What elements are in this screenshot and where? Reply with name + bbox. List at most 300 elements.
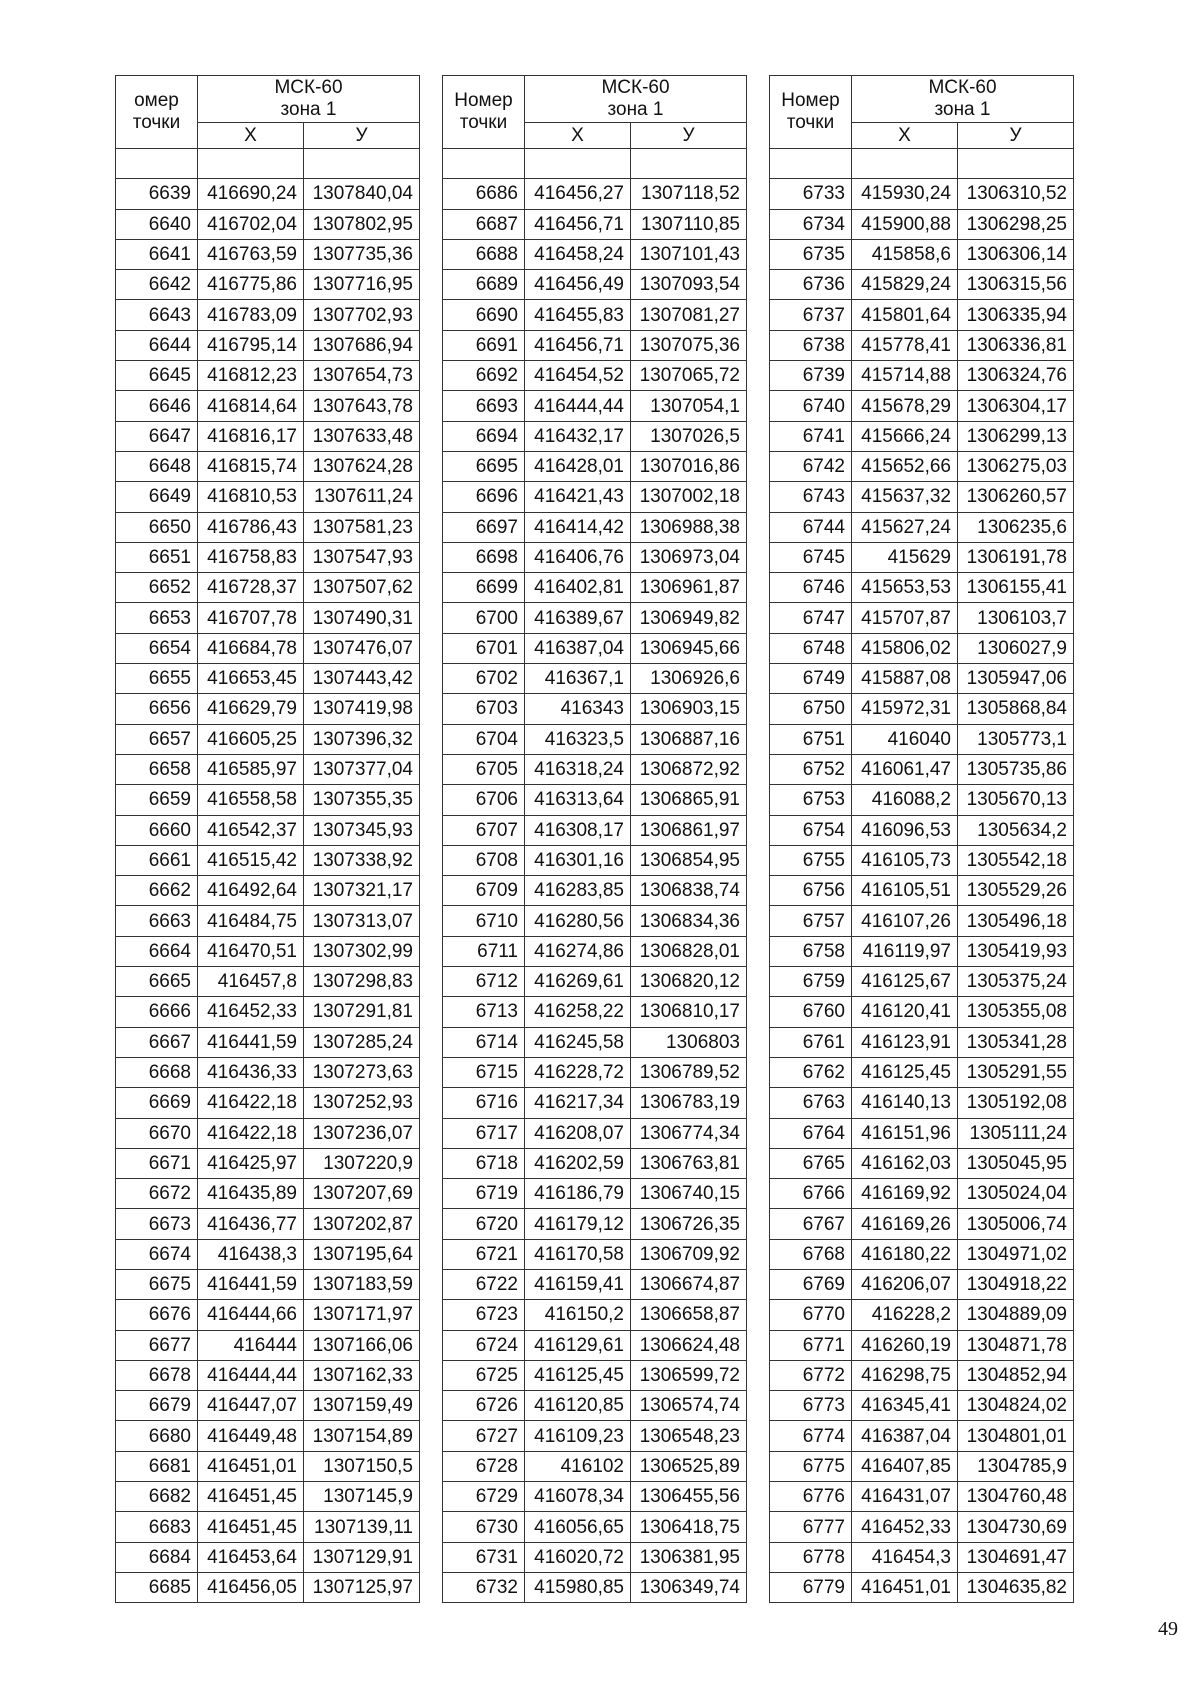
table-row [443, 603, 747, 633]
table-row [443, 239, 747, 269]
y-cell: 1307171,97 [304, 1300, 420, 1330]
point-number-cell: 6744 [770, 512, 852, 542]
y-cell: 1307735,36 [304, 239, 420, 269]
x-cell: 416280,56 [525, 906, 631, 936]
x-cell: 415637,32 [852, 482, 958, 512]
y-cell: 1306235,6 [958, 512, 1074, 542]
y-cell: 1307101,43 [631, 239, 747, 269]
x-cell: 416228,72 [525, 1057, 631, 1087]
point-number-cell: 6668 [116, 1057, 198, 1087]
x-cell: 416455,83 [525, 300, 631, 330]
table-row [443, 1451, 747, 1481]
y-cell: 1304824,02 [958, 1391, 1074, 1421]
x-cell: 416125,45 [852, 1057, 958, 1087]
x-cell: 415678,29 [852, 391, 958, 421]
point-number-cell: 6666 [116, 997, 198, 1027]
y-cell: 1307195,64 [304, 1239, 420, 1269]
table-row [770, 1451, 1074, 1481]
coordinate-table-2 [442, 75, 747, 1603]
point-number-cell: 6737 [770, 300, 852, 330]
y-cell: 1307338,92 [304, 845, 420, 875]
y-cell: 1307159,49 [304, 1391, 420, 1421]
y-cell: 1304889,09 [958, 1300, 1074, 1330]
y-header: У [304, 123, 420, 149]
table-row [770, 936, 1074, 966]
point-number-cell: 6776 [770, 1482, 852, 1512]
x-cell: 416151,96 [852, 1118, 958, 1148]
point-number-cell: 6697 [443, 512, 525, 542]
x-cell: 416162,03 [852, 1148, 958, 1178]
x-cell: 416318,24 [525, 754, 631, 784]
y-cell: 1306949,82 [631, 603, 747, 633]
table-row [443, 391, 747, 421]
table-row [116, 391, 420, 421]
table-row [116, 1300, 420, 1330]
point-number-cell: 6639 [116, 179, 198, 209]
point-number-cell: 6675 [116, 1269, 198, 1299]
table-row [443, 845, 747, 875]
x-cell: 416451,45 [198, 1512, 304, 1542]
x-cell: 416456,49 [525, 270, 631, 300]
table-row [116, 330, 420, 360]
x-cell: 415627,24 [852, 512, 958, 542]
x-cell: 416345,41 [852, 1391, 958, 1421]
point-number-cell: 6674 [116, 1239, 198, 1269]
table-row [770, 1239, 1074, 1269]
x-cell: 416452,33 [852, 1512, 958, 1542]
y-cell: 1307624,28 [304, 451, 420, 481]
table-row [770, 1088, 1074, 1118]
point-number-cell: 6749 [770, 664, 852, 694]
point-number-cell: 6765 [770, 1148, 852, 1178]
y-cell: 1305355,08 [958, 997, 1074, 1027]
x-cell: 416758,83 [198, 542, 304, 572]
y-cell: 1307125,97 [304, 1572, 420, 1602]
point-number-cell: 6727 [443, 1421, 525, 1451]
x-cell: 416447,07 [198, 1391, 304, 1421]
x-cell: 416428,01 [525, 451, 631, 481]
y-cell: 1307150,5 [304, 1451, 420, 1481]
point-number-cell: 6770 [770, 1300, 852, 1330]
table-row [770, 1027, 1074, 1057]
x-cell: 416274,86 [525, 936, 631, 966]
x-cell: 416456,71 [525, 330, 631, 360]
x-cell: 416109,23 [525, 1421, 631, 1451]
y-cell: 1304785,9 [958, 1451, 1074, 1481]
y-cell: 1306304,17 [958, 391, 1074, 421]
table-row [443, 815, 747, 845]
point-number-cell: 6742 [770, 451, 852, 481]
x-cell: 416414,42 [525, 512, 631, 542]
point-number-cell: 6728 [443, 1451, 525, 1481]
y-cell: 1305375,24 [958, 967, 1074, 997]
table-row [443, 330, 747, 360]
table-row [116, 421, 420, 451]
y-cell: 1306455,56 [631, 1482, 747, 1512]
table-row [443, 997, 747, 1027]
y-cell: 1307118,52 [631, 179, 747, 209]
x-cell: 415801,64 [852, 300, 958, 330]
y-cell: 1307016,86 [631, 451, 747, 481]
table-row [443, 1512, 747, 1542]
x-cell: 416438,3 [198, 1239, 304, 1269]
y-cell: 1307129,91 [304, 1542, 420, 1572]
y-cell: 1305341,28 [958, 1027, 1074, 1057]
table-row [443, 421, 747, 451]
table-row [770, 391, 1074, 421]
y-cell: 1306865,91 [631, 785, 747, 815]
point-number-cell: 6642 [116, 270, 198, 300]
table-row [116, 1239, 420, 1269]
table-row [770, 1482, 1074, 1512]
table-row [443, 1360, 747, 1390]
point-number-cell: 6738 [770, 330, 852, 360]
table-row [443, 1391, 747, 1421]
y-cell: 1307166,06 [304, 1330, 420, 1360]
table-row [116, 300, 420, 330]
x-cell: 415629 [852, 542, 958, 572]
point-number-cell: 6640 [116, 209, 198, 239]
table-row [116, 1209, 420, 1239]
y-cell: 1307291,81 [304, 997, 420, 1027]
table-row [116, 1027, 420, 1057]
table-row [116, 1057, 420, 1087]
point-number-cell: 6676 [116, 1300, 198, 1330]
y-cell: 1305111,24 [958, 1118, 1074, 1148]
y-cell: 1306418,75 [631, 1512, 747, 1542]
point-number-cell: 6719 [443, 1179, 525, 1209]
table-row [116, 906, 420, 936]
y-cell: 1306803 [631, 1027, 747, 1057]
x-cell: 416441,59 [198, 1027, 304, 1057]
point-number-cell: 6683 [116, 1512, 198, 1542]
table-row [770, 1300, 1074, 1330]
table-row [443, 1209, 747, 1239]
y-cell: 1307547,93 [304, 542, 420, 572]
y-cell: 1304918,22 [958, 1269, 1074, 1299]
x-cell: 416454,52 [525, 361, 631, 391]
table-row [443, 754, 747, 784]
y-cell: 1306838,74 [631, 876, 747, 906]
table-row [116, 633, 420, 663]
table-row [116, 1118, 420, 1148]
table-row [770, 482, 1074, 512]
y-cell: 1306810,17 [631, 997, 747, 1027]
point-number-cell: 6743 [770, 482, 852, 512]
point-number-cell: 6646 [116, 391, 198, 421]
x-cell: 416150,2 [525, 1300, 631, 1330]
point-number-header: Номер точки [770, 76, 852, 149]
x-cell: 416436,77 [198, 1209, 304, 1239]
point-number-cell: 6734 [770, 209, 852, 239]
point-number-cell: 6762 [770, 1057, 852, 1087]
point-number-cell: 6759 [770, 967, 852, 997]
point-number-cell: 6647 [116, 421, 198, 451]
x-cell: 416180,22 [852, 1239, 958, 1269]
y-cell: 1307302,99 [304, 936, 420, 966]
table-row [116, 694, 420, 724]
x-cell: 416815,74 [198, 451, 304, 481]
x-cell: 416170,58 [525, 1239, 631, 1269]
point-number-cell: 6767 [770, 1209, 852, 1239]
y-cell: 1307802,95 [304, 209, 420, 239]
point-number-cell: 6747 [770, 603, 852, 633]
table-row [770, 542, 1074, 572]
y-cell: 1307686,94 [304, 330, 420, 360]
point-number-cell: 6757 [770, 906, 852, 936]
table-row [770, 421, 1074, 451]
x-cell: 416125,45 [525, 1360, 631, 1390]
table-row [116, 1330, 420, 1360]
x-cell: 416407,85 [852, 1451, 958, 1481]
y-cell: 1307345,93 [304, 815, 420, 845]
y-cell: 1307643,78 [304, 391, 420, 421]
table-row [443, 694, 747, 724]
table-row [443, 936, 747, 966]
point-number-cell: 6693 [443, 391, 525, 421]
y-cell: 1306903,15 [631, 694, 747, 724]
y-cell: 1307476,07 [304, 633, 420, 663]
point-number-cell: 6724 [443, 1330, 525, 1360]
x-cell: 416308,17 [525, 815, 631, 845]
y-cell: 1304871,78 [958, 1330, 1074, 1360]
coordinate-tables [115, 75, 1074, 1603]
table-row [443, 361, 747, 391]
y-cell: 1306155,41 [958, 573, 1074, 603]
x-cell: 416323,5 [525, 724, 631, 754]
table-row [443, 1179, 747, 1209]
y-cell: 1307273,63 [304, 1057, 420, 1087]
x-cell: 416186,79 [525, 1179, 631, 1209]
point-number-cell: 6716 [443, 1088, 525, 1118]
x-cell: 416105,51 [852, 876, 958, 906]
table-row [116, 179, 420, 209]
point-number-cell: 6758 [770, 936, 852, 966]
point-number-cell: 6691 [443, 330, 525, 360]
x-cell: 416301,16 [525, 845, 631, 875]
x-cell: 416470,51 [198, 936, 304, 966]
x-cell: 415858,6 [852, 239, 958, 269]
x-cell: 416140,13 [852, 1088, 958, 1118]
table-row [770, 1572, 1074, 1602]
point-number-cell: 6657 [116, 724, 198, 754]
x-cell: 415887,08 [852, 664, 958, 694]
point-number-cell: 6779 [770, 1572, 852, 1602]
x-cell: 416454,3 [852, 1542, 958, 1572]
point-number-cell: 6748 [770, 633, 852, 663]
y-cell: 1307654,73 [304, 361, 420, 391]
table-row [116, 512, 420, 542]
y-cell: 1306820,12 [631, 967, 747, 997]
point-number-cell: 6692 [443, 361, 525, 391]
point-number-cell: 6655 [116, 664, 198, 694]
point-number-cell: 6658 [116, 754, 198, 784]
point-number-cell: 6731 [443, 1542, 525, 1572]
y-cell: 1307419,98 [304, 694, 420, 724]
point-number-cell: 6643 [116, 300, 198, 330]
table-row [770, 1179, 1074, 1209]
y-cell: 1307236,07 [304, 1118, 420, 1148]
table-row [770, 997, 1074, 1027]
table-row [770, 876, 1074, 906]
y-cell: 1305529,26 [958, 876, 1074, 906]
x-cell: 416558,58 [198, 785, 304, 815]
x-cell: 416542,37 [198, 815, 304, 845]
table-row [770, 1360, 1074, 1390]
table-row [770, 1209, 1074, 1239]
table-row [770, 1269, 1074, 1299]
x-cell: 416120,85 [525, 1391, 631, 1421]
table-row [770, 664, 1074, 694]
x-cell: 416258,22 [525, 997, 631, 1027]
table-row [116, 876, 420, 906]
point-number-cell: 6723 [443, 1300, 525, 1330]
coordinate-table-3 [769, 75, 1074, 1603]
point-number-cell: 6652 [116, 573, 198, 603]
y-cell: 1306973,04 [631, 542, 747, 572]
y-cell: 1306674,87 [631, 1269, 747, 1299]
y-cell: 1307633,48 [304, 421, 420, 451]
y-cell: 1307075,36 [631, 330, 747, 360]
table-row [770, 694, 1074, 724]
y-cell: 1306658,87 [631, 1300, 747, 1330]
y-cell: 1307611,24 [304, 482, 420, 512]
table-row [443, 179, 747, 209]
point-number-cell: 6679 [116, 1391, 198, 1421]
y-cell: 1305496,18 [958, 906, 1074, 936]
x-header: X [525, 123, 631, 149]
x-cell: 416283,85 [525, 876, 631, 906]
x-cell: 416492,64 [198, 876, 304, 906]
page-number: 49 [1158, 1618, 1178, 1640]
point-number-cell: 6741 [770, 421, 852, 451]
table-row [770, 209, 1074, 239]
coordinate-table-1 [115, 75, 420, 1603]
point-number-cell: 6725 [443, 1360, 525, 1390]
table-row [116, 1391, 420, 1421]
y-cell: 1305045,95 [958, 1148, 1074, 1178]
table-row [116, 451, 420, 481]
point-number-cell: 6673 [116, 1209, 198, 1239]
point-number-cell: 6729 [443, 1482, 525, 1512]
point-number-cell: 6764 [770, 1118, 852, 1148]
point-number-cell: 6726 [443, 1391, 525, 1421]
y-cell: 1305947,06 [958, 664, 1074, 694]
point-number-cell: 6705 [443, 754, 525, 784]
y-cell: 1306774,34 [631, 1118, 747, 1148]
table-row [443, 1572, 747, 1602]
y-cell: 1306834,36 [631, 906, 747, 936]
point-number-cell: 6662 [116, 876, 198, 906]
y-cell: 1307581,23 [304, 512, 420, 542]
y-cell: 1306624,48 [631, 1330, 747, 1360]
table-row [116, 542, 420, 572]
y-cell: 1306783,19 [631, 1088, 747, 1118]
y-cell: 1306191,78 [958, 542, 1074, 572]
y-cell: 1304760,48 [958, 1482, 1074, 1512]
table-row [443, 512, 747, 542]
x-cell: 416452,33 [198, 997, 304, 1027]
y-cell: 1306740,15 [631, 1179, 747, 1209]
y-cell: 1307054,1 [631, 391, 747, 421]
x-cell: 416298,75 [852, 1360, 958, 1390]
y-cell: 1306298,25 [958, 209, 1074, 239]
y-cell: 1307162,33 [304, 1360, 420, 1390]
table-row [770, 967, 1074, 997]
table-row [443, 209, 747, 239]
y-cell: 1306828,01 [631, 936, 747, 966]
point-number-cell: 6775 [770, 1451, 852, 1481]
point-number-cell: 6701 [443, 633, 525, 663]
y-cell: 1305735,86 [958, 754, 1074, 784]
table-row [116, 1179, 420, 1209]
x-cell: 416159,41 [525, 1269, 631, 1299]
y-cell: 1307716,95 [304, 270, 420, 300]
x-cell: 415714,88 [852, 361, 958, 391]
point-number-cell: 6669 [116, 1088, 198, 1118]
point-number-cell: 6660 [116, 815, 198, 845]
point-number-cell: 6667 [116, 1027, 198, 1057]
point-number-cell: 6772 [770, 1360, 852, 1390]
x-cell: 416728,37 [198, 573, 304, 603]
y-cell: 1305670,13 [958, 785, 1074, 815]
y-cell: 1307002,18 [631, 482, 747, 512]
table-row [443, 451, 747, 481]
table-row [116, 664, 420, 694]
table-row [770, 1391, 1074, 1421]
x-cell: 416515,42 [198, 845, 304, 875]
point-number-cell: 6678 [116, 1360, 198, 1390]
y-cell: 1305291,55 [958, 1057, 1074, 1087]
table-row [770, 1542, 1074, 1572]
x-cell: 416451,01 [852, 1572, 958, 1602]
x-cell: 416451,01 [198, 1451, 304, 1481]
x-cell: 416123,91 [852, 1027, 958, 1057]
x-cell: 416435,89 [198, 1179, 304, 1209]
x-cell: 416129,61 [525, 1330, 631, 1360]
point-number-cell: 6740 [770, 391, 852, 421]
x-cell: 416775,86 [198, 270, 304, 300]
table-row [443, 1542, 747, 1572]
table-row [770, 1057, 1074, 1087]
x-cell: 416484,75 [198, 906, 304, 936]
y-cell: 1307154,89 [304, 1421, 420, 1451]
table-row [443, 300, 747, 330]
point-number-cell: 6648 [116, 451, 198, 481]
y-cell: 1306574,74 [631, 1391, 747, 1421]
y-header: У [958, 123, 1074, 149]
x-cell: 416402,81 [525, 573, 631, 603]
table-row [116, 1512, 420, 1542]
table-row [770, 1512, 1074, 1542]
y-cell: 1307443,42 [304, 664, 420, 694]
x-cell: 415980,85 [525, 1572, 631, 1602]
point-number-cell: 6686 [443, 179, 525, 209]
y-header: У [631, 123, 747, 149]
x-cell: 416444,66 [198, 1300, 304, 1330]
point-number-cell: 6664 [116, 936, 198, 966]
y-cell: 1307355,35 [304, 785, 420, 815]
table-row [770, 754, 1074, 784]
table-row [116, 1451, 420, 1481]
table-row [443, 664, 747, 694]
point-number-cell: 6671 [116, 1148, 198, 1178]
table-row [770, 451, 1074, 481]
x-cell: 416105,73 [852, 845, 958, 875]
y-cell: 1307110,85 [631, 209, 747, 239]
point-number-cell: 6677 [116, 1330, 198, 1360]
table-row [443, 573, 747, 603]
